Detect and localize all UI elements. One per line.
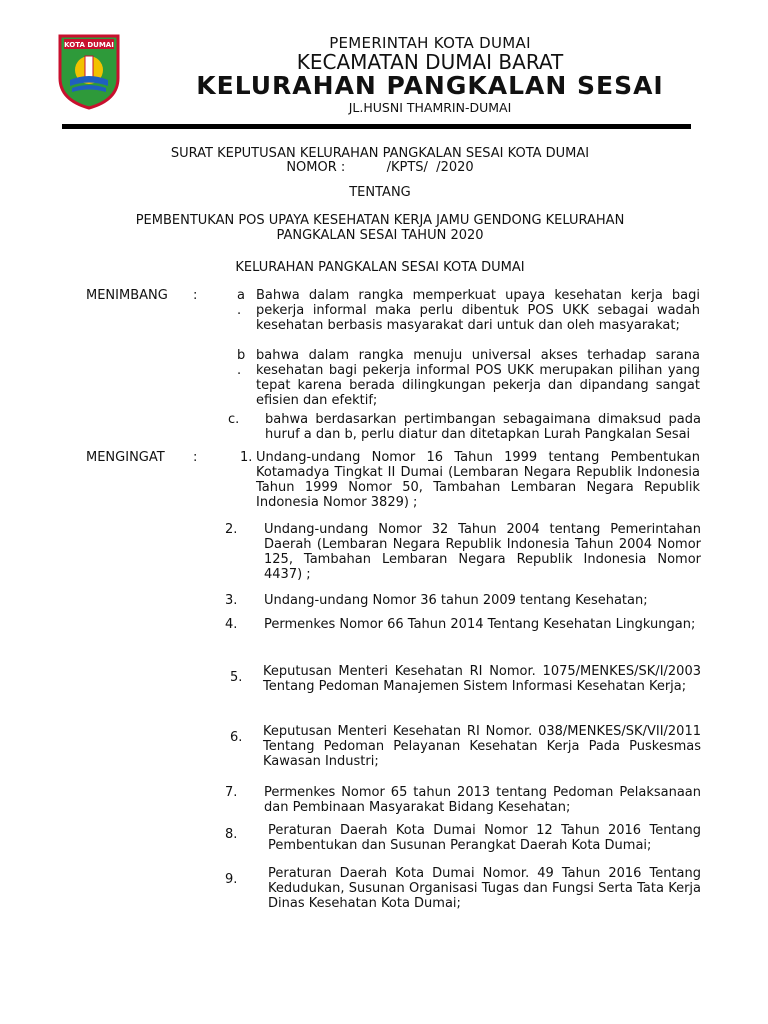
- mengingat-num-9: 9.: [225, 872, 238, 887]
- decree-number: NOMOR : /KPTS/ /2020: [286, 160, 474, 175]
- mengingat-num-5: 5.: [230, 670, 243, 685]
- mengingat-item-1: Undang-undang Nomor 16 Tahun 1999 tentang Pembentukan Kotamadya Tingkat II Dumai (Lembaran Negara Republik Indonesia Tahun 1999 Nomor 50, Tambahan Lembaran Negara Republik Indonesia Nomor 3829) ;: [256, 450, 700, 510]
- subject-line-1: PEMBENTUKAN POS UPAYA KESEHATAN KERJA JAMU GENDONG KELURAHAN: [135, 213, 625, 228]
- mengingat-num-1: 1.: [240, 450, 253, 465]
- mengingat-item-2: Undang-undang Nomor 32 Tahun 2004 tentang Pemerintahan Daerah (Lembaran Negara Republik Indonesia Tahun 2004 Nomor 125, Tambahan Lembaran Negara Republik Indonesia Nomor 4437) ;: [264, 522, 701, 582]
- letterhead-district: KECAMATAN DUMAI BARAT: [296, 50, 564, 74]
- tentang-heading: TENTANG: [349, 185, 411, 200]
- mengingat-num-2: 2.: [225, 522, 238, 537]
- mengingat-item-4: Permenkes Nomor 66 Tahun 2014 Tentang Kesehatan Lingkungan;: [264, 617, 696, 632]
- kota-dumai-logo: [56, 32, 122, 110]
- mengingat-num-7: 7.: [225, 785, 238, 800]
- subject-line-2: PANGKALAN SESAI TAHUN 2020: [276, 228, 484, 243]
- mengingat-item-6: Keputusan Menteri Kesehatan RI Nomor. 038/MENKES/SK/VII/2011 Tentang Pedoman Pelayanan Kesehatan Kerja Pada Puskesmas Kawasan Industri;: [263, 724, 701, 769]
- mengingat-item-3: Undang-undang Nomor 36 tahun 2009 tentang Kesehatan;: [264, 593, 648, 608]
- menimbang-mark-c: c.: [228, 412, 240, 427]
- mengingat-item-5: Keputusan Menteri Kesehatan RI Nomor. 1075/MENKES/SK/I/2003 Tentang Pedoman Manajemen Sistem Informasi Kesehatan Kerja;: [263, 664, 701, 694]
- letterhead-divider: [62, 124, 691, 129]
- letterhead-government: PEMERINTAH KOTA DUMAI: [329, 34, 531, 52]
- menimbang-item-a: Bahwa dalam rangka memperkuat upaya kesehatan kerja bagi pekerja informal maka perlu dibentuk POS UKK sebagai wadah kesehatan berbasis masyarakat dari untuk dan oleh masyarakat;: [256, 288, 700, 333]
- menimbang-mark-b: b .: [237, 348, 246, 378]
- decree-title: SURAT KEPUTUSAN KELURAHAN PANGKALAN SESAI KOTA DUMAI: [170, 146, 590, 161]
- menimbang-mark-a: a .: [237, 288, 245, 318]
- issuer-heading: KELURAHAN PANGKALAN SESAI KOTA DUMAI: [235, 260, 525, 275]
- mengingat-num-3: 3.: [225, 593, 238, 608]
- menimbang-colon: :: [193, 288, 198, 303]
- mengingat-colon: :: [193, 450, 198, 465]
- mengingat-item-9: Peraturan Daerah Kota Dumai Nomor. 49 Tahun 2016 Tentang Kedudukan, Susunan Organisasi Tugas dan Fungsi Serta Tata Kerja Dinas Kesehatan Kota Dumai;: [268, 866, 701, 911]
- mengingat-num-8: 8.: [225, 827, 238, 842]
- menimbang-item-c: bahwa berdasarkan pertimbangan sebagaimana dimaksud pada huruf a dan b, perlu diatur dan ditetapkan Lurah Pangkalan Sesai: [265, 412, 701, 442]
- mengingat-label: MENGINGAT: [86, 450, 165, 465]
- mengingat-item-7: Permenkes Nomor 65 tahun 2013 tentang Pedoman Pelaksanaan dan Pembinaan Masyarakat Bidang Kesehatan;: [264, 785, 701, 815]
- mengingat-num-6: 6.: [230, 730, 243, 745]
- mengingat-item-8: Peraturan Daerah Kota Dumai Nomor 12 Tahun 2016 Tentang Pembentukan dan Susunan Perangkat Daerah Kota Dumai;: [268, 823, 701, 853]
- logo-text: KOTA DUMAI: [64, 41, 114, 49]
- menimbang-item-b: bahwa dalam rangka menuju universal akses terhadap sarana kesehatan bagi pekerja informal POS UKK merupakan pilihan yang tepat karena berada dilingkungan pekerja dan dipandang sangat efisien dan efektif;: [256, 348, 700, 408]
- letterhead-address: JL.HUSNI THAMRIN-DUMAI: [348, 100, 512, 115]
- menimbang-label: MENIMBANG: [86, 288, 168, 303]
- mengingat-num-4: 4.: [225, 617, 238, 632]
- letterhead-village: KELURAHAN PANGKALAN SESAI: [196, 71, 664, 100]
